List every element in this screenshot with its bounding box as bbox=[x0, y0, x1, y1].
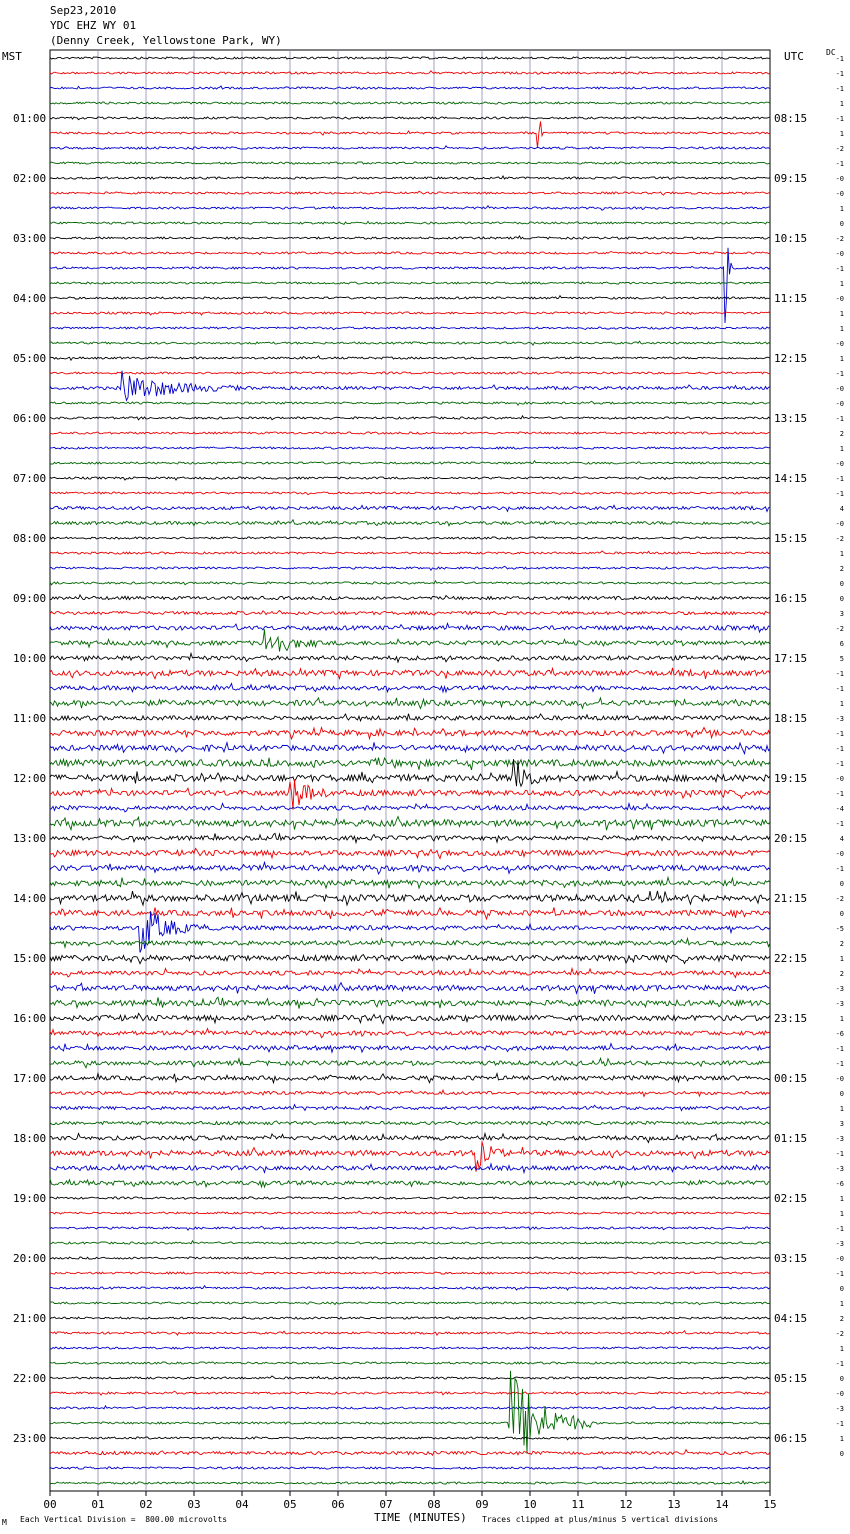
dc-offset-label: 3 bbox=[839, 1120, 844, 1128]
trace-line bbox=[50, 1437, 770, 1440]
dc-offset-label: 0 bbox=[839, 1450, 844, 1458]
trace-line bbox=[50, 1197, 770, 1199]
trace-line bbox=[50, 492, 770, 495]
dc-offset-label: 0 bbox=[839, 1090, 844, 1098]
dc-offset-label: 3 bbox=[839, 610, 844, 618]
trace-line bbox=[50, 1241, 770, 1244]
trace-line bbox=[50, 1257, 770, 1259]
dc-offset-label: -1 bbox=[835, 160, 844, 168]
trace-line bbox=[50, 742, 770, 753]
mst-hour-label: 07:00 bbox=[13, 472, 47, 485]
dc-offset-label: 0 bbox=[839, 580, 844, 588]
x-tick-label: 00 bbox=[43, 1498, 57, 1511]
x-tick-label: 03 bbox=[187, 1498, 201, 1511]
trace-line bbox=[50, 248, 770, 323]
utc-hour-label: 06:15 bbox=[774, 1432, 808, 1445]
dc-offset-label: 6 bbox=[839, 640, 844, 648]
dc-offset-label: -3 bbox=[835, 1135, 844, 1143]
dc-offset-label: -1 bbox=[835, 1225, 844, 1233]
trace-line bbox=[50, 1105, 770, 1111]
trace-line bbox=[50, 505, 770, 511]
dc-offset-label: 0 bbox=[839, 220, 844, 228]
footer-scale-note: Each Vertical Division = 800.00 microvolts bbox=[20, 1515, 228, 1524]
x-tick-label: 11 bbox=[571, 1498, 585, 1511]
dc-offset-label: -0 bbox=[835, 1390, 844, 1398]
mst-hour-labels bbox=[13, 112, 46, 1445]
trace-line bbox=[50, 698, 770, 709]
x-tick-label: 06 bbox=[331, 1498, 345, 1511]
dc-offset-label: 0 bbox=[839, 880, 844, 888]
dc-offset-label: 1 bbox=[839, 1300, 844, 1308]
x-tick-label: 08 bbox=[427, 1498, 441, 1511]
trace-line bbox=[50, 1347, 770, 1349]
mst-hour-label: 10:00 bbox=[13, 652, 47, 665]
x-tick-label: 02 bbox=[139, 1498, 153, 1511]
trace-line bbox=[50, 341, 770, 345]
x-tick-label: 07 bbox=[379, 1498, 393, 1511]
x-tick-label: 01 bbox=[91, 1498, 105, 1511]
trace-line bbox=[50, 848, 770, 858]
dc-offset-label: -0 bbox=[835, 190, 844, 198]
dc-offset-label: -1 bbox=[835, 790, 844, 798]
dc-offset-label: 2 bbox=[839, 940, 844, 948]
dc-offset-label: -2 bbox=[835, 625, 844, 633]
trace-line bbox=[50, 401, 770, 405]
trace-line bbox=[50, 1226, 770, 1230]
dc-offset-label: -1 bbox=[835, 55, 844, 63]
trace-line bbox=[50, 327, 770, 330]
trace-line bbox=[50, 1272, 770, 1274]
trace-line bbox=[50, 117, 770, 120]
mst-hour-label: 14:00 bbox=[13, 892, 47, 905]
dc-offset-label: -1 bbox=[835, 70, 844, 78]
utc-zone-label: UTC bbox=[784, 50, 804, 63]
trace-line bbox=[50, 566, 770, 570]
trace-line bbox=[50, 416, 770, 420]
trace-line bbox=[50, 668, 770, 679]
trace-line bbox=[50, 803, 770, 812]
trace-line bbox=[50, 629, 770, 651]
plot-grid bbox=[50, 50, 770, 1491]
dc-offset-label: -1 bbox=[835, 1420, 844, 1428]
trace-line bbox=[50, 432, 770, 434]
mst-hour-label: 16:00 bbox=[13, 1012, 47, 1025]
mst-hour-label: 01:00 bbox=[13, 112, 47, 125]
trace-line bbox=[50, 86, 770, 89]
dc-offset-label: -6 bbox=[835, 1030, 844, 1038]
utc-hour-label: 17:15 bbox=[774, 652, 808, 665]
trace-line bbox=[50, 1302, 770, 1305]
dc-offset-label: 1 bbox=[839, 1105, 844, 1113]
trace-line bbox=[50, 653, 770, 662]
x-tick-label: 12 bbox=[619, 1498, 633, 1511]
trace-line bbox=[50, 206, 770, 211]
dc-offset-label: -2 bbox=[835, 1330, 844, 1338]
mst-zone-label: MST bbox=[2, 50, 22, 63]
header-date: Sep23,2010 bbox=[50, 4, 117, 17]
mst-hour-label: 18:00 bbox=[13, 1132, 47, 1145]
utc-hour-label: 22:15 bbox=[774, 952, 808, 965]
utc-hour-label: 02:15 bbox=[774, 1192, 808, 1205]
trace-line bbox=[50, 1376, 770, 1379]
trace-line bbox=[50, 684, 770, 693]
trace-line bbox=[50, 779, 770, 809]
dc-offset-label: -3 bbox=[835, 1165, 844, 1173]
trace-line bbox=[50, 461, 770, 464]
trace-line bbox=[50, 1362, 770, 1364]
mst-hour-label: 12:00 bbox=[13, 772, 47, 785]
trace-line bbox=[50, 1090, 770, 1096]
x-tick-label: 05 bbox=[283, 1498, 297, 1511]
trace-line bbox=[50, 955, 770, 964]
trace-line bbox=[50, 1450, 770, 1456]
dc-offset-label: -1 bbox=[835, 865, 844, 873]
trace-line bbox=[50, 728, 770, 739]
dc-offset-labels bbox=[836, 55, 844, 1458]
mst-hour-label: 20:00 bbox=[13, 1252, 47, 1265]
utc-hour-label: 00:15 bbox=[774, 1072, 808, 1085]
trace-line bbox=[50, 817, 770, 831]
trace-line bbox=[50, 968, 770, 977]
dc-offset-label: -0 bbox=[835, 385, 844, 393]
dc-offset-label: 1 bbox=[839, 100, 844, 108]
trace-line bbox=[50, 191, 770, 195]
dc-offset-label: 1 bbox=[839, 205, 844, 213]
utc-hour-label: 23:15 bbox=[774, 1012, 808, 1025]
dc-column-label: DC bbox=[826, 48, 836, 57]
header-location: (Denny Creek, Yellowstone Park, WY) bbox=[50, 34, 282, 47]
utc-hour-labels bbox=[774, 112, 807, 1445]
trace-line bbox=[50, 1391, 770, 1395]
dc-offset-label: 1 bbox=[839, 1345, 844, 1353]
x-tick-label: 14 bbox=[715, 1498, 729, 1511]
x-axis-ticks bbox=[43, 1491, 776, 1511]
mst-hour-label: 21:00 bbox=[13, 1312, 47, 1325]
trace-line bbox=[50, 296, 770, 299]
dc-offset-label: 1 bbox=[839, 1210, 844, 1218]
trace-line bbox=[50, 221, 770, 224]
dc-offset-label: -1 bbox=[835, 415, 844, 423]
dc-offset-label: -0 bbox=[835, 850, 844, 858]
trace-line bbox=[50, 891, 770, 905]
dc-offset-label: -5 bbox=[835, 925, 844, 933]
mst-hour-label: 04:00 bbox=[13, 292, 47, 305]
dc-offset-label: -3 bbox=[835, 1405, 844, 1413]
mst-hour-label: 05:00 bbox=[13, 352, 47, 365]
trace-line bbox=[50, 447, 770, 449]
dc-offset-label: 1 bbox=[839, 1015, 844, 1023]
dc-offset-label: 4 bbox=[839, 505, 844, 513]
dc-offset-label: 1 bbox=[839, 445, 844, 453]
trace-line bbox=[50, 759, 770, 786]
dc-offset-label: 1 bbox=[839, 280, 844, 288]
dc-offset-label: -1 bbox=[835, 1150, 844, 1158]
x-tick-label: 09 bbox=[475, 1498, 489, 1511]
dc-offset-label: -0 bbox=[835, 295, 844, 303]
utc-hour-label: 09:15 bbox=[774, 172, 808, 185]
dc-offset-label: -1 bbox=[835, 265, 844, 273]
trace-line bbox=[50, 520, 770, 526]
dc-offset-label: 0 bbox=[839, 595, 844, 603]
mst-hour-label: 23:00 bbox=[13, 1432, 47, 1445]
trace-line bbox=[50, 1121, 770, 1125]
dc-offset-label: -2 bbox=[835, 235, 844, 243]
x-tick-label: 04 bbox=[235, 1498, 249, 1511]
dc-offset-label: -6 bbox=[835, 1180, 844, 1188]
dc-offset-label: 2 bbox=[839, 430, 844, 438]
trace-line bbox=[50, 1317, 770, 1320]
dc-offset-label: -0 bbox=[835, 775, 844, 783]
trace-line bbox=[50, 758, 770, 770]
trace-line bbox=[50, 1029, 770, 1038]
dc-offset-label: 1 bbox=[839, 700, 844, 708]
trace-line bbox=[50, 176, 770, 179]
dc-offset-label: 0 bbox=[839, 1375, 844, 1383]
trace-line bbox=[50, 372, 770, 374]
trace-line bbox=[50, 1058, 770, 1067]
dc-offset-label: -1 bbox=[835, 1360, 844, 1368]
dc-offset-label: 2 bbox=[839, 970, 844, 978]
trace-line bbox=[50, 1142, 770, 1172]
dc-offset-label: -1 bbox=[835, 475, 844, 483]
x-tick-label: 10 bbox=[523, 1498, 537, 1511]
trace-line bbox=[50, 1013, 770, 1023]
dc-offset-label: -1 bbox=[835, 685, 844, 693]
mst-hour-label: 11:00 bbox=[13, 712, 47, 725]
x-axis-title: TIME (MINUTES) bbox=[374, 1511, 467, 1524]
trace-line bbox=[50, 1211, 770, 1214]
dc-offset-label: -3 bbox=[835, 715, 844, 723]
dc-offset-label: -2 bbox=[835, 895, 844, 903]
x-tick-label: 15 bbox=[763, 1498, 777, 1511]
utc-hour-label: 03:15 bbox=[774, 1252, 808, 1265]
dc-offset-label: -3 bbox=[835, 1240, 844, 1248]
utc-hour-label: 14:15 bbox=[774, 472, 808, 485]
trace-line bbox=[50, 1406, 770, 1409]
trace-line bbox=[50, 551, 770, 554]
trace-line bbox=[50, 71, 770, 74]
dc-offset-label: 1 bbox=[839, 1435, 844, 1443]
utc-hour-label: 16:15 bbox=[774, 592, 808, 605]
utc-hour-label: 08:15 bbox=[774, 112, 808, 125]
trace-line bbox=[50, 236, 770, 239]
trace-line bbox=[50, 121, 770, 147]
trace-line bbox=[50, 1371, 770, 1454]
trace-line bbox=[50, 57, 770, 59]
trace-line bbox=[50, 1286, 770, 1290]
dc-offset-label: 0 bbox=[839, 1285, 844, 1293]
dc-offset-label: -0 bbox=[835, 520, 844, 528]
trace-line bbox=[50, 162, 770, 164]
trace-line bbox=[50, 877, 770, 888]
utc-hour-label: 19:15 bbox=[774, 772, 808, 785]
utc-hour-label: 21:15 bbox=[774, 892, 808, 905]
dc-offset-label: -2 bbox=[835, 535, 844, 543]
trace-line bbox=[50, 983, 770, 994]
mst-hour-label: 15:00 bbox=[13, 952, 47, 965]
dc-offset-label: 2 bbox=[839, 1315, 844, 1323]
dc-offset-label: -4 bbox=[835, 805, 844, 813]
mst-hour-label: 17:00 bbox=[13, 1072, 47, 1085]
trace-line bbox=[50, 282, 770, 284]
mst-hour-label: 13:00 bbox=[13, 832, 47, 845]
dc-offset-label: 1 bbox=[839, 550, 844, 558]
dc-offset-label: 1 bbox=[839, 1195, 844, 1203]
mst-hour-label: 03:00 bbox=[13, 232, 47, 245]
trace-line bbox=[50, 146, 770, 150]
trace-line bbox=[50, 714, 770, 721]
dc-offset-label: -1 bbox=[835, 85, 844, 93]
trace-line bbox=[50, 537, 770, 539]
dc-offset-label: -0 bbox=[835, 340, 844, 348]
trace-line bbox=[50, 623, 770, 632]
dc-offset-label: -1 bbox=[835, 490, 844, 498]
dc-offset-label: -1 bbox=[835, 1045, 844, 1053]
footer-mark: M bbox=[2, 1518, 7, 1527]
dc-offset-label: -1 bbox=[835, 1270, 844, 1278]
utc-hour-label: 18:15 bbox=[774, 712, 808, 725]
utc-hour-label: 04:15 bbox=[774, 1312, 808, 1325]
trace-line bbox=[50, 1133, 770, 1142]
trace-line bbox=[50, 1331, 770, 1335]
mst-hour-label: 19:00 bbox=[13, 1192, 47, 1205]
trace-line bbox=[50, 252, 770, 255]
dc-offset-label: -0 bbox=[835, 250, 844, 258]
seismic-traces bbox=[50, 57, 770, 1484]
dc-offset-label: -1 bbox=[835, 115, 844, 123]
dc-offset-label: -2 bbox=[835, 145, 844, 153]
utc-hour-label: 10:15 bbox=[774, 232, 808, 245]
dc-offset-label: 1 bbox=[839, 355, 844, 363]
trace-line bbox=[50, 862, 770, 874]
footer-clip-note: Traces clipped at plus/minus 5 vertical divisions bbox=[482, 1515, 719, 1524]
trace-line bbox=[50, 371, 770, 401]
utc-hour-label: 12:15 bbox=[774, 352, 808, 365]
trace-line bbox=[50, 912, 770, 953]
dc-offset-label: 4 bbox=[839, 835, 844, 843]
utc-hour-label: 15:15 bbox=[774, 532, 808, 545]
mst-hour-label: 08:00 bbox=[13, 532, 47, 545]
trace-line bbox=[50, 611, 770, 616]
dc-offset-label: -1 bbox=[835, 745, 844, 753]
x-tick-label: 13 bbox=[667, 1498, 681, 1511]
trace-line bbox=[50, 997, 770, 1009]
dc-offset-label: -0 bbox=[835, 460, 844, 468]
dc-offset-label: -0 bbox=[835, 400, 844, 408]
trace-line bbox=[50, 477, 770, 480]
utc-hour-label: 11:15 bbox=[774, 292, 808, 305]
utc-hour-label: 20:15 bbox=[774, 832, 808, 845]
dc-offset-label: 1 bbox=[839, 325, 844, 333]
trace-line bbox=[50, 312, 770, 315]
dc-offset-label: -1 bbox=[835, 820, 844, 828]
dc-offset-label: 5 bbox=[839, 655, 844, 663]
header-station: YDC EHZ WY 01 bbox=[50, 19, 137, 32]
dc-offset-label: -1 bbox=[835, 670, 844, 678]
trace-line bbox=[50, 1044, 770, 1053]
dc-offset-label: -0 bbox=[835, 175, 844, 183]
trace-line bbox=[50, 356, 770, 360]
dc-offset-label: -0 bbox=[835, 1255, 844, 1263]
trace-line bbox=[50, 1467, 770, 1469]
trace-line bbox=[50, 102, 770, 104]
dc-offset-label: 0 bbox=[839, 910, 844, 918]
dc-offset-label: 1 bbox=[839, 955, 844, 963]
utc-hour-label: 01:15 bbox=[774, 1132, 808, 1145]
mst-hour-label: 09:00 bbox=[13, 592, 47, 605]
trace-line bbox=[50, 1164, 770, 1173]
mst-hour-label: 06:00 bbox=[13, 412, 47, 425]
utc-hour-label: 13:15 bbox=[774, 412, 808, 425]
mst-hour-label: 22:00 bbox=[13, 1372, 47, 1385]
mst-hour-label: 02:00 bbox=[13, 172, 47, 185]
dc-offset-label: 1 bbox=[839, 130, 844, 138]
utc-hour-label: 05:15 bbox=[774, 1372, 808, 1385]
dc-offset-label: -1 bbox=[835, 370, 844, 378]
dc-offset-label: -1 bbox=[835, 730, 844, 738]
trace-line bbox=[50, 581, 770, 585]
dc-offset-label: -3 bbox=[835, 1000, 844, 1008]
trace-line bbox=[50, 1074, 770, 1083]
trace-line bbox=[50, 833, 770, 842]
trace-line bbox=[50, 938, 770, 947]
dc-offset-label: -1 bbox=[835, 760, 844, 768]
trace-line bbox=[50, 595, 770, 600]
dc-offset-label: 1 bbox=[839, 310, 844, 318]
trace-line bbox=[50, 1481, 770, 1484]
plot-frame bbox=[50, 50, 770, 1491]
dc-offset-label: -0 bbox=[835, 1075, 844, 1083]
trace-line bbox=[50, 1179, 770, 1188]
dc-offset-label: -1 bbox=[835, 1060, 844, 1068]
dc-offset-label: -3 bbox=[835, 985, 844, 993]
dc-offset-label: 2 bbox=[839, 565, 844, 573]
